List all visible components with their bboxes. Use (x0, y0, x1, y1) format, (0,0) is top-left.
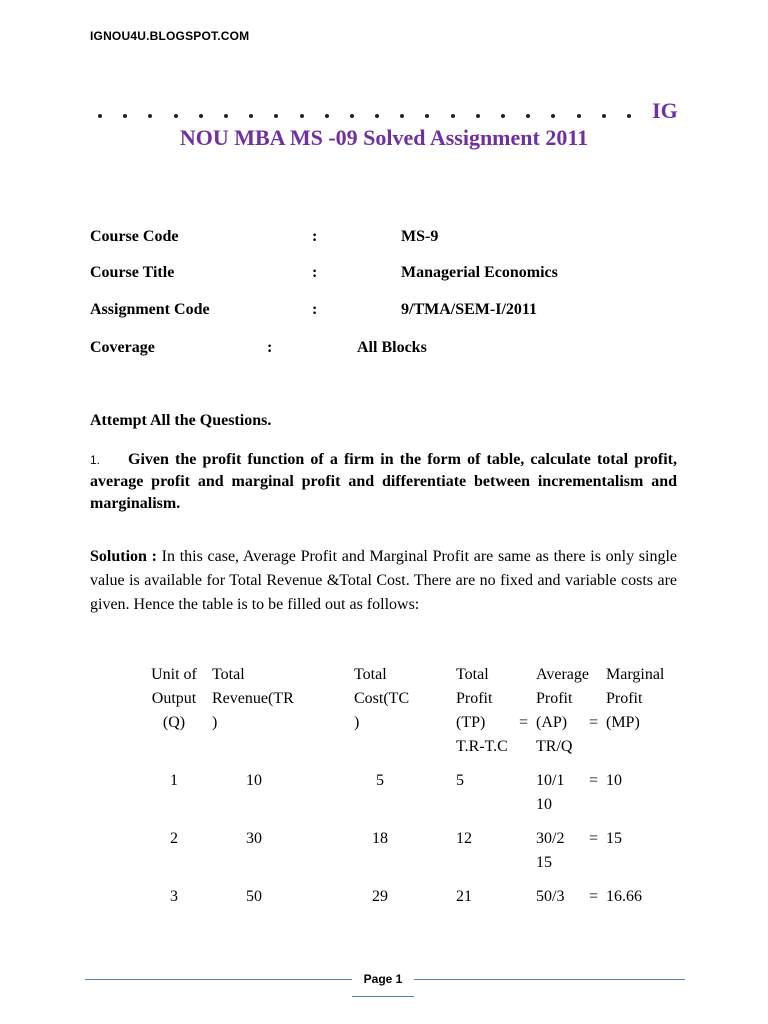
footer-rule-left (85, 979, 352, 980)
footer-rule-right (414, 979, 685, 980)
question-text: Given the profit function of a firm in the form of table, calculate total profit, average profit and marginal profit and differentiate between incrementalism and marginalism. (90, 451, 677, 512)
coverage-label: Coverage (90, 339, 155, 356)
header-profit: Total Profit (TP) = T.R-T.C (456, 666, 528, 755)
table-header-row (140, 663, 680, 759)
solution-paragraph (90, 545, 677, 617)
table-row: 2 30 18 12 30/2 = 15 15 (170, 830, 622, 871)
page-title: NOU MBA MS -09 Solved Assignment 2011 (179, 125, 589, 150)
question-1 (90, 449, 677, 515)
course-code-sep: : (312, 228, 318, 245)
footer-underline (352, 996, 414, 997)
solution-text: In this case, Average Profit and Marginal Profit are same as there is only single value is available for Total Revenue &Total Cost. There are no fixed and variable costs are given. Hence the table is to be filled out as follows: (90, 548, 677, 613)
assignment-code-label: Assignment Code (90, 301, 210, 318)
assignment-code-value: 9/TMA/SEM-I/2011 (401, 301, 538, 318)
course-code-value: MS-9 (401, 228, 439, 245)
course-title-label: Course Title (90, 264, 175, 281)
page-number: Page 1 (363, 972, 403, 986)
coverage-value: All Blocks (357, 339, 427, 356)
coverage-sep: : (267, 339, 273, 356)
course-title-value: Managerial Economics (401, 264, 558, 281)
header-unit: Unit of Output (Q) (151, 666, 197, 731)
instructions-heading: Attempt All the Questions. (90, 412, 272, 429)
question-number: 1. (90, 453, 101, 467)
header-average: Average Profit (AP) = TR/Q (536, 666, 598, 755)
header-cost: Total Cost(TC ) (354, 666, 410, 731)
site-header: IGNOU4U.BLOGSPOT.COM (90, 29, 250, 43)
title-fragment: IG (652, 98, 678, 123)
table-row: 1 10 5 5 10/1 = 10 10 (170, 772, 622, 813)
table-row: 3 50 29 21 50/3 = 16.66 (170, 888, 642, 905)
profit-table (140, 663, 680, 909)
header-marginal: Marginal Profit (MP) (606, 666, 665, 731)
course-title-sep: : (312, 264, 318, 281)
header-revenue: Total Revenue(TR ) (212, 666, 294, 731)
solution-label: Solution : (90, 548, 157, 565)
course-code-label: Course Code (90, 228, 179, 245)
title-dot-leader (98, 96, 678, 122)
assignment-code-sep: : (312, 301, 318, 318)
